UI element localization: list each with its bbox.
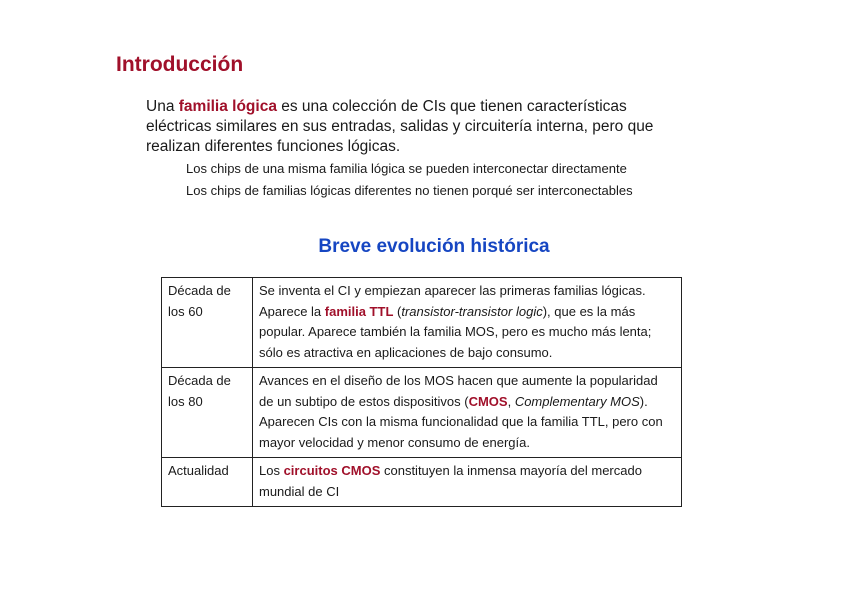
period-cell: Década de los 60 [162, 278, 253, 368]
table-row [162, 368, 682, 458]
description-highlight: circuitos CMOS [283, 463, 381, 478]
description-text: ( [393, 303, 402, 319]
bullet-item: Los chips de familias lógicas diferentes no tienen porqué ser interconectables [186, 183, 633, 198]
description-text: Se inventa el CI y empiezan aparecer las primeras familias lógicas. Aparece la [259, 283, 646, 319]
intro-paragraph [146, 97, 666, 157]
intro-highlight-term: familia lógica [178, 98, 277, 115]
description-text: Avances en el diseño de los MOS hacen que aumente la popularidad de un subtipo de estos dispositivos ( [259, 373, 658, 409]
description-cell [253, 368, 682, 458]
intro-text-pre: Una [146, 98, 179, 115]
description-text: constituyen la inmensa mayoría del mercado mundial de CI [259, 463, 642, 499]
history-table [161, 277, 682, 507]
period-cell: Actualidad [162, 458, 253, 507]
description-italic: transistor-transistor logic [401, 303, 543, 319]
description-text: , [507, 393, 515, 409]
description-text: ). Aparecen CIs con la misma funcionalidad que la familia TTL, pero con mayor velocidad y menor consumo de energía. [259, 393, 663, 450]
description-text: ), que es la más popular. Aparece también la familia MOS, pero es mucho más lenta; sólo es atractiva en aplicaciones de bajo consumo. [259, 303, 652, 360]
table-row [162, 278, 682, 368]
table-row [162, 458, 682, 507]
history-subtitle: Breve evolución histórica [318, 236, 550, 257]
description-highlight: familia TTL [324, 303, 394, 319]
description-highlight: CMOS [468, 393, 508, 409]
description-text: Los [259, 463, 284, 478]
section-title: Introducción [116, 53, 244, 76]
period-cell: Década de los 80 [162, 368, 253, 458]
bullet-item: Los chips de una misma familia lógica se pueden interconectar directamente [186, 161, 627, 176]
description-cell [253, 278, 682, 368]
description-cell [253, 458, 682, 507]
intro-text-post: es una colección de CIs que tienen características eléctricas similares en sus entradas, salidas y circuitería interna, pero que realizan diferentes funciones lógicas. [146, 98, 654, 155]
description-italic: Complementary MOS [514, 393, 640, 409]
